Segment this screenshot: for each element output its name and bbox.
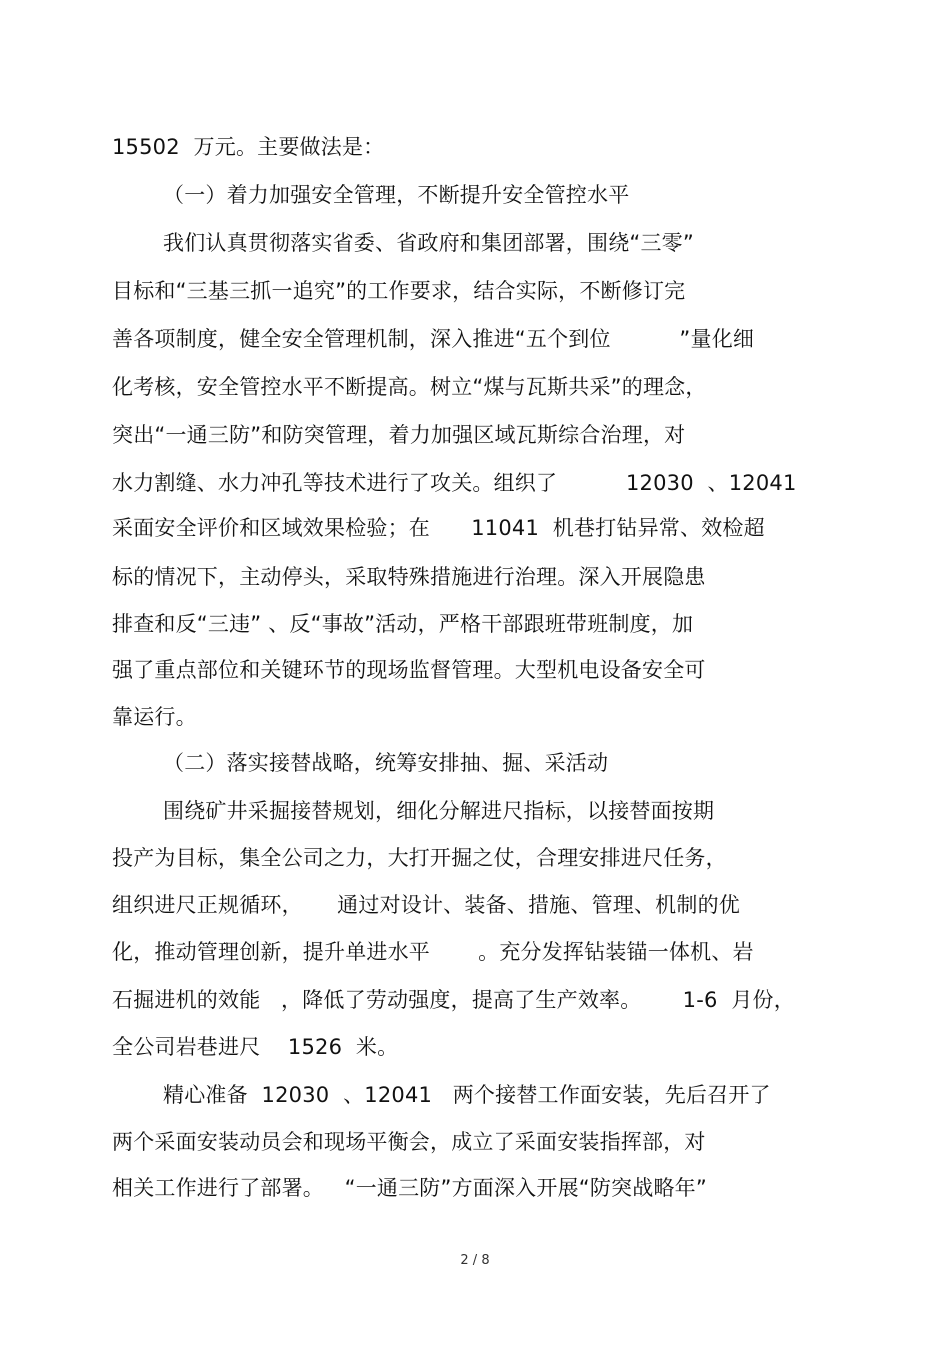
paragraph-line: 靠运行。	[112, 705, 197, 729]
paragraph-line: 突出“一通三防”和防突管理，着力加强区域瓦斯综合治理，对	[112, 423, 686, 447]
section-heading: （一）着力加强安全管理，不断提升安全管控水平	[163, 183, 630, 207]
paragraph-line: 全公司岩巷进尺 1526 米。	[112, 1035, 399, 1059]
paragraph-line: 精心准备 12030 、12041 两个接替工作面安装，先后召开了	[163, 1083, 771, 1107]
paragraph-line: 我们认真贯彻落实省委、省政府和集团部署，围绕“三零”	[163, 231, 694, 255]
paragraph-line: 目标和“三基三抓一追究”的工作要求，结合实际，不断修订完	[112, 279, 686, 303]
paragraph-line: 标的情况下，主动停头，采取特殊措施进行治理。深入开展隐患	[112, 565, 706, 589]
paragraph-line: 化考核，安全管控水平不断提高。树立“煤与瓦斯共采”的理念，	[112, 375, 707, 399]
paragraph-line: 组织进尺正规循环， 通过对设计、装备、措施、管理、机制的优	[112, 893, 740, 917]
paragraph-line: 采面安全评价和区域效果检验；在 11041 机巷打钻异常、效检超	[112, 516, 765, 540]
paragraph-line: 水力割缝、水力冲孔等技术进行了攻关。组织了 12030 、12041	[112, 471, 797, 495]
paragraph-line: 15502 万元。主要做法是：	[112, 135, 385, 159]
paragraph-line: 两个采面安装动员会和现场平衡会，成立了采面安装指挥部，对	[112, 1130, 706, 1154]
paragraph-line: 善各项制度，健全安全管理机制，深入推进“五个到位 ”量化细	[112, 327, 755, 351]
paragraph-line: 石掘进机的效能 ，降低了劳动强度，提高了生产效率。 1-6 月份，	[112, 988, 795, 1012]
paragraph-line: 围绕矿井采掘接替规划，细化分解进尺指标，以接替面按期	[163, 799, 715, 823]
paragraph-line: 投产为目标，集全公司之力，大打开掘之仗，合理安排进尺任务，	[112, 846, 727, 870]
paragraph-line: 强了重点部位和关键环节的现场监督管理。大型机电设备安全可	[112, 658, 706, 682]
section-heading: （二）落实接替战略，统筹安排抽、掘、采活动	[163, 751, 609, 775]
page-number: 2 / 8	[460, 1253, 490, 1268]
paragraph-line: 相关工作进行了部署。 “一通三防”方面深入开展“防突战略年”	[112, 1176, 707, 1200]
paragraph-line: 排查和反“三违” 、反“事故”活动，严格干部跟班带班制度，加	[112, 612, 694, 636]
paragraph-line: 化，推动管理创新，提升单进水平 。充分发挥钻装锚一体机、岩	[112, 940, 754, 964]
